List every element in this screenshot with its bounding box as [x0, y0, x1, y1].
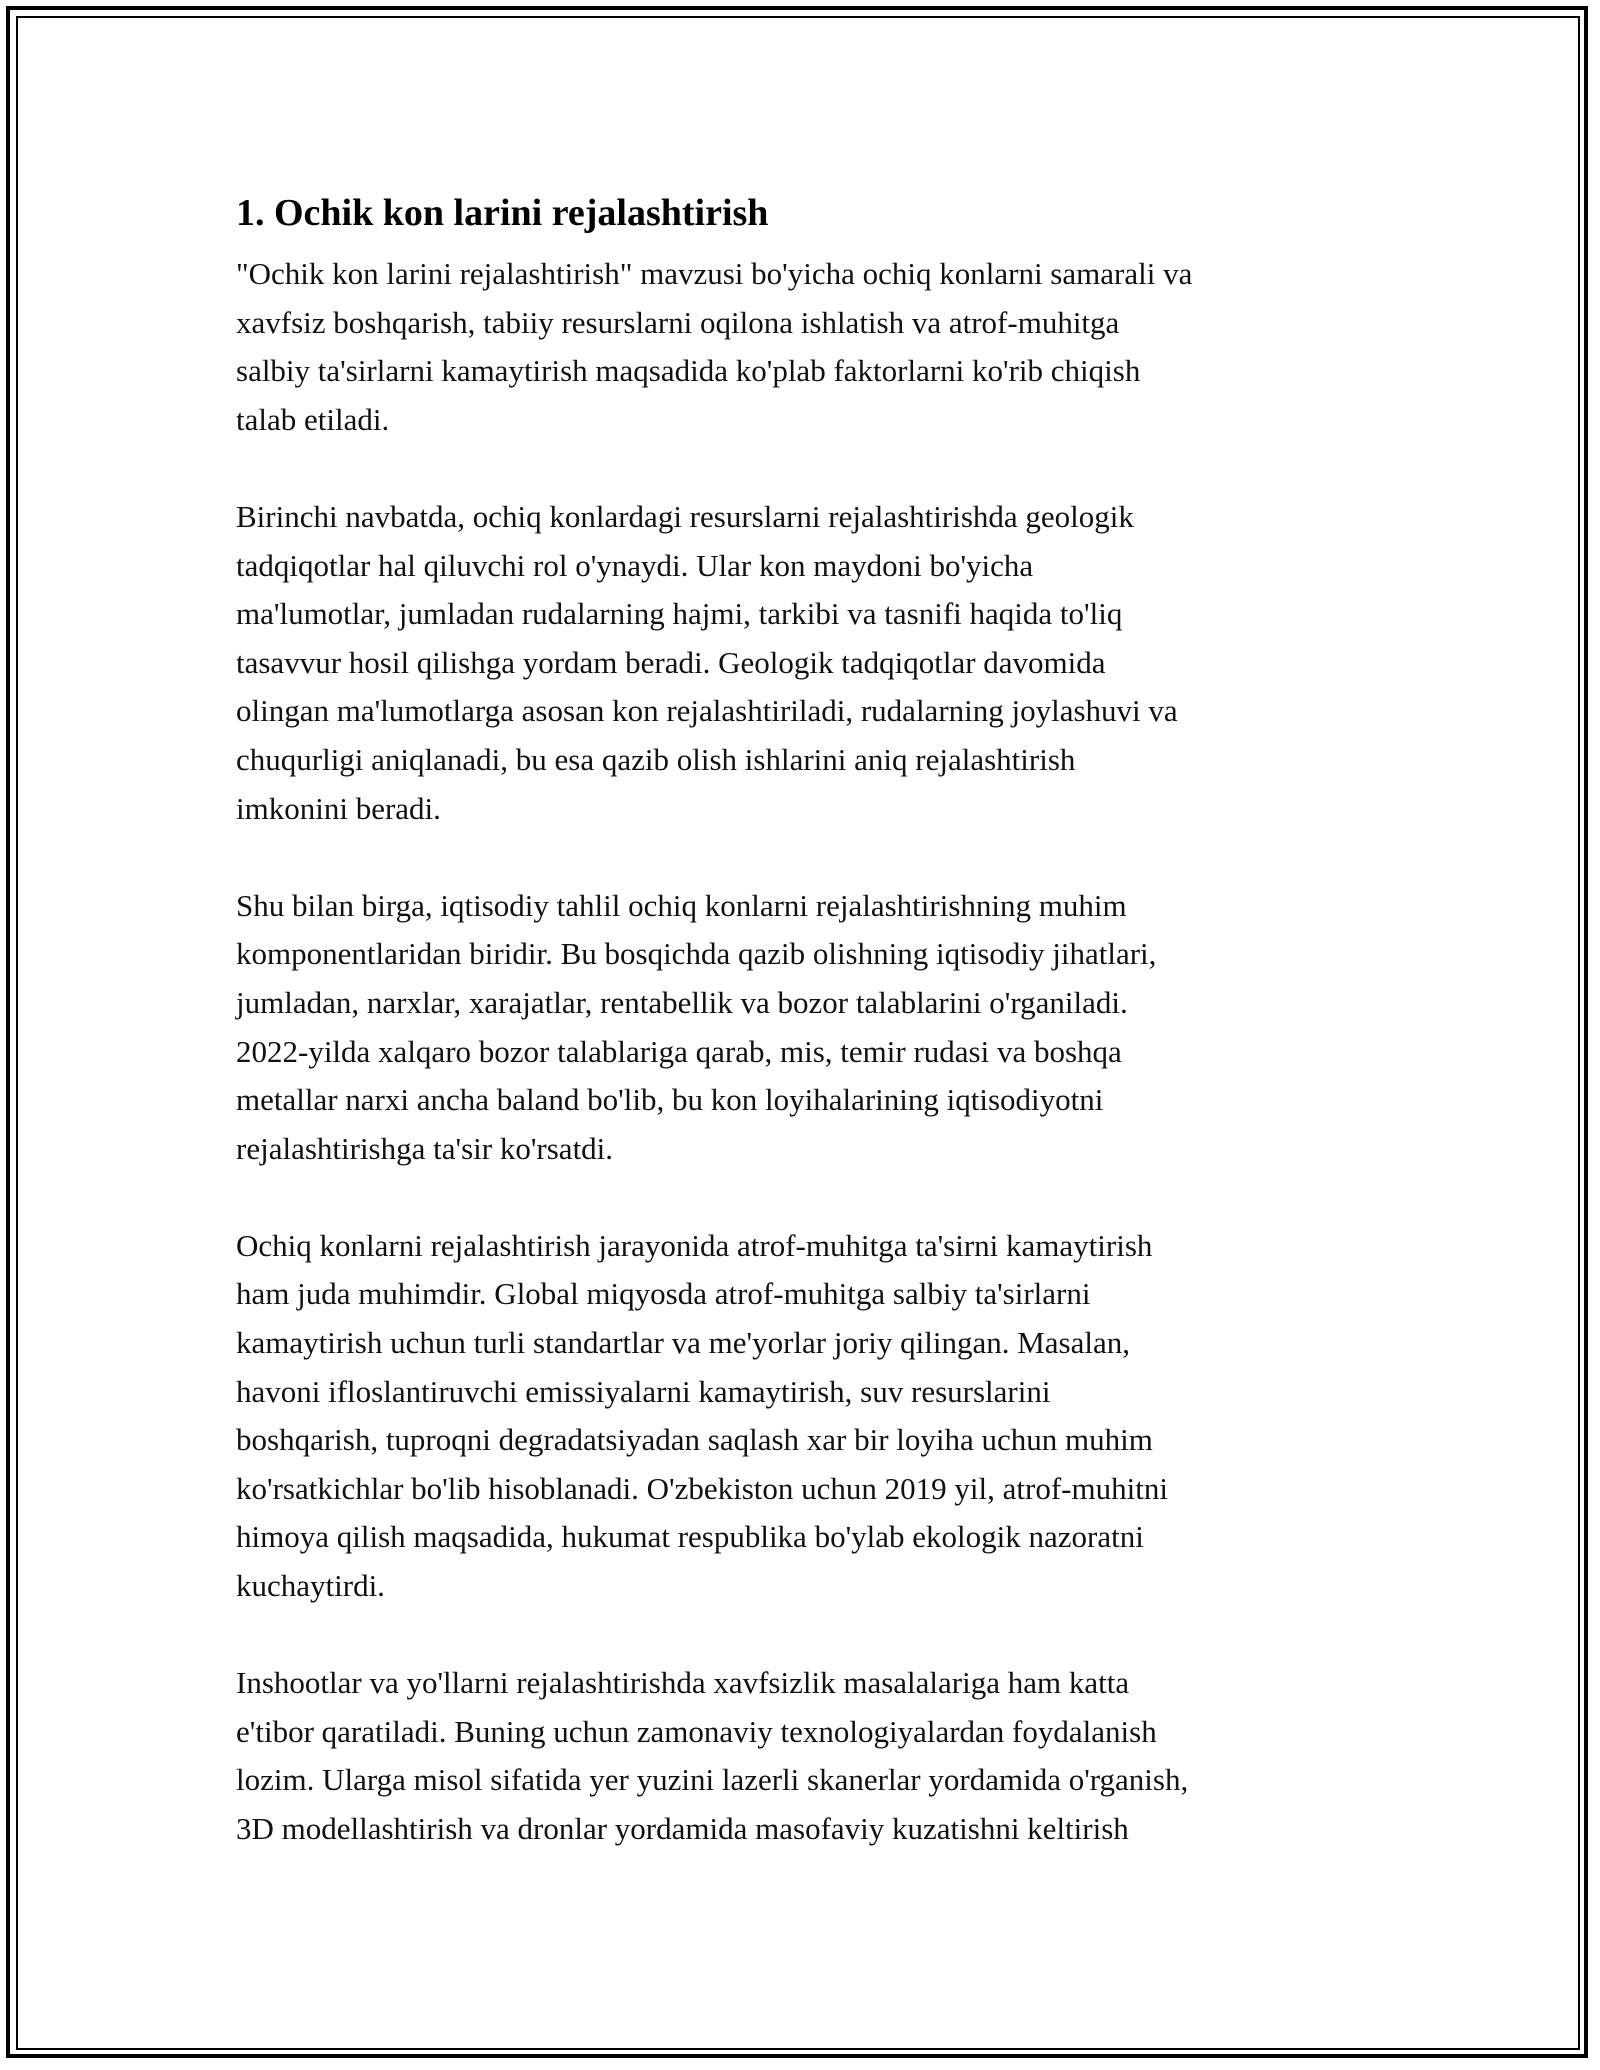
- paragraph-safety: Inshootlar va yo'llarni rejalashtirishda xavfsizlik masalalariga ham katta e'tibor qaratiladi. Buning uchun zamonaviy texnologiyalardan foydalanish lozim. Ularga misol sifatida yer yuzini lazerli skanerlar yordamida o'rganish, 3D modellashtirish va dronlar yordamida masofaviy kuzatishni keltirish: [236, 1665, 1189, 1846]
- document-body: [236, 184, 1406, 1854]
- paragraph-environment: Ochiq konlarni rejalashtirish jarayonida atrof-muhitga ta'sirni kamaytirish ham juda muhimdir. Global miqyosda atrof-muhitga salbiy ta'sirlarni kamaytirish uchun turli standartlar va me'yorlar joriy qilingan. Masalan, havoni ifloslantiruvchi emissiyalarni kamaytirish, suv resurslarini boshqarish, tuproqni degradatsiyadan saqlash xar bir loyiha uchun muhim ko'rsatkichlar bo'lib hisoblanadi. O'zbekiston uchun 2019 yil, atrof-muhitni himoya qilish maqsadida, hukumat respublika bo'ylab ekologik nazoratni kuchaytirdi.: [236, 1227, 1168, 1604]
- paragraph-intro: "Ochik kon larini rejalashtirish" mavzusi bo'yicha ochiq konlarni samarali va xavfsiz boshqarish, tabiiy resurslarni oqilona ishlatish va atrof-muhitga salbiy ta'sirlarni kamaytirish maqsadida ko'plab faktorlarni ko'rib chiqish talab etiladi.: [236, 256, 1193, 437]
- paragraph-economics: Shu bilan birga, iqtisodiy tahlil ochiq konlarni rejalashtirishning muhim komponentlaridan biridir. Bu bosqichda qazib olishning iqtisodiy jihatlari, jumladan, narxlar, xarajatlar, rentabellik va bozor talablarini o'rganiladi. 2022-yilda xalqaro bozor talablariga qarab, mis, temir rudasi va boshqa metallar narxi ancha baland bo'lib, bu kon loyihalarining iqtisodiyotni rejalashtirishga ta'sir ko'rsatdi.: [236, 887, 1157, 1166]
- paragraph-geology: Birinchi navbatda, ochiq konlardagi resurslarni rejalashtirishda geologik tadqiqotlar hal qiluvchi rol o'ynaydi. Ular kon maydoni bo'yicha ma'lumotlar, jumladan rudalarning hajmi, tarkibi va tasnifi haqida to'liq tasavvur hosil qilishga yordam beradi. Geologik tadqiqotlar davomida olingan ma'lumotlarga asosan kon rejalashtiriladi, rudalarning joylashuvi va chuqurligi aniqlanadi, bu esa qazib olish ishlarini aniq rejalashtirish imkonini beradi.: [236, 498, 1178, 826]
- section-heading: 1. Ochik kon larini rejalashtirish: [236, 192, 769, 234]
